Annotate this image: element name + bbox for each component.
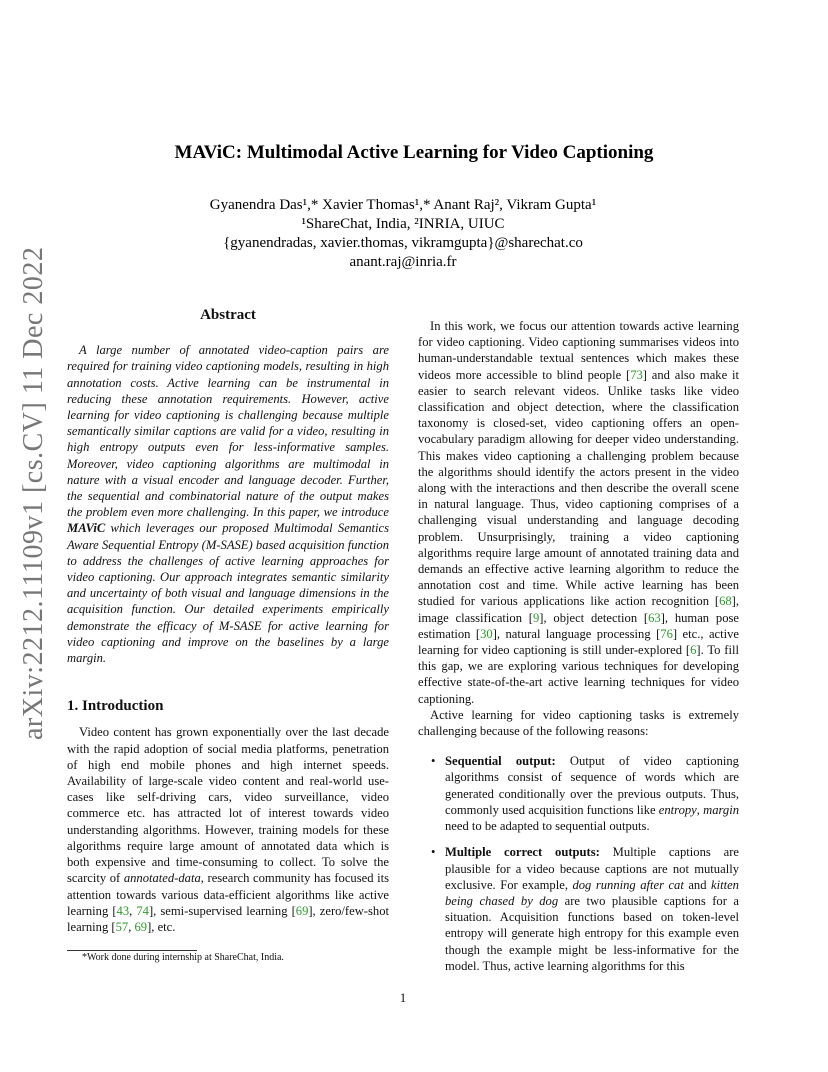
text-run: ], semi-supervised learning [ — [148, 903, 296, 918]
footnote: *Work done during internship at ShareChat, India. — [82, 952, 284, 963]
citation-link[interactable]: 74 — [136, 903, 149, 918]
method-name: MAViC — [67, 521, 106, 536]
text-run: ], zero/few-shot learning [ — [67, 903, 389, 934]
emphasis: margin — [703, 802, 740, 817]
citation-link[interactable]: 73 — [630, 367, 643, 382]
citation-link[interactable]: 63 — [648, 610, 661, 625]
text-run: and — [683, 877, 711, 892]
item-label: Sequential output: — [445, 754, 556, 769]
text-run: are two plausible captions for a situation. Acquisition functions based on token-level entropy will generate high entropy for this example even though the example might be less-informative for the model. Thus, active learning algorithms for this — [445, 893, 739, 973]
right-column — [418, 318, 739, 984]
right-paragraph-2: Active learning for video captioning tasks is extremely challenging because of the following reasons: — [418, 707, 739, 739]
citation-link[interactable]: 69 — [134, 919, 148, 934]
emphasis: entropy — [658, 802, 697, 817]
text-run: ], etc. — [147, 919, 176, 934]
arxiv-identifier: arXiv:2212.11109v1 [cs.CV] 11 Dec 2022 — [18, 246, 49, 740]
list-item — [418, 844, 739, 974]
intro-paragraph-1 — [67, 724, 389, 935]
abstract-body — [67, 342, 389, 666]
author-list: Gyanendra Das¹,* Xavier Thomas¹,* Anant Raj², Vikram Gupta¹ — [209, 197, 597, 213]
text-run: ], human pose estimation [ — [418, 610, 739, 641]
text-run: need to be adapted to sequential outputs. — [445, 819, 650, 834]
emphasis: annotated-data — [123, 871, 201, 886]
citation-link[interactable]: 6 — [690, 643, 697, 658]
text-run: , — [696, 802, 704, 817]
citation-link[interactable]: 30 — [480, 626, 493, 641]
bullet-point: • — [431, 754, 436, 769]
left-column — [67, 307, 389, 935]
text-run: ], image classification [ — [418, 594, 739, 625]
introduction-heading: 1. Introduction — [67, 698, 164, 715]
abstract-heading: Abstract — [200, 307, 256, 323]
text-run: , — [129, 903, 137, 918]
abstract-text-part-1: A large number of annotated video-caption pairs are required for training video captioning models, resulting in high annotation costs. Active learning can be instrumental in reducing these annotation requirements. However, active learning for video captioning is challenging because multiple semantically similar captions are valid for a video, resulting in high entropy outputs even for less-informative samples. Moreover, video captioning algorithms are multimodal in nature with a visual encoder and language decoder. Further, the sequential and combinatorial nature of the output makes the problem even more challenging. In this paper, we introduce — [67, 343, 389, 520]
text-run: ], object detection [ — [539, 610, 649, 625]
text-run: Video content has grown exponentially over the last decade with the rapid adoption of social media platforms, penetration of high end mobile phones and high internet speeds. Availability of large-scale video content and real-world use-cases like self-driving cars, video surveillance, video commerce etc. has attracted lot of interest towards video understanding algorithms. However, training models for these algorithms require large amount of annotated data which is both expensive and time-consuming to collect. To solve the scarcity of — [67, 725, 389, 886]
challenges-list — [418, 753, 739, 974]
citation-link[interactable]: 57 — [115, 919, 129, 934]
text-run: ], natural language processing [ — [492, 626, 661, 641]
bullet-point: • — [431, 845, 436, 860]
citation-link[interactable]: 69 — [295, 903, 309, 918]
citation-link[interactable]: 9 — [532, 610, 540, 625]
right-paragraph-1 — [418, 318, 739, 707]
abstract-text-part-2: which leverages our proposed Multimodal Semantics Aware Sequential Entropy (M-SASE) based acquisition function to address the challenges of active learning approaches for video captioning. Our approach integrates semantic similarity and uncertainty of both visual and language dimensions in the acquisition function. Our detailed experiments empirically demonstrate the efficacy of M-SASE for active learning for video captioning and improve on the baselines by a large margin. — [67, 521, 389, 666]
text-run: In this work, we focus our attention towards active learning for video captioning. Video captioning summarises videos into human-understandable textual sentences which makes these videos more accessible to blind people [ — [418, 319, 739, 382]
citation-link[interactable]: 76 — [660, 626, 673, 641]
citation-link[interactable]: 68 — [719, 594, 732, 609]
text-run: Output of video captioning algorithms consist of sequence of words which are generated conditionally over the previous outputs. Thus, commonly used acquisition functions like — [445, 754, 739, 817]
footnote-divider — [67, 950, 197, 951]
affiliations: ¹ShareChat, India, ²INRIA, UIUC — [301, 216, 505, 232]
paper-title: MAViC: Multimodal Active Learning for Video Captioning — [174, 142, 654, 163]
text-run: ]. To fill this gap, we are exploring various techniques for developing effective state-of-the-art active learning techniques for video captioning. — [418, 643, 739, 706]
text-run: ] etc., active learning for video captioning is still under-explored [ — [418, 626, 740, 658]
emphasis: kitten being chased by dog — [445, 877, 739, 908]
text-run: , research community has focused its attention towards various data-efficient algorithms like active learning [ — [67, 871, 389, 918]
emphasis: dog running after cat — [572, 877, 684, 892]
item-label: Multiple correct outputs: — [445, 845, 600, 860]
citation-link[interactable]: 43 — [116, 903, 130, 918]
list-item — [418, 753, 739, 834]
text-run: , — [128, 919, 135, 934]
page-number: 1 — [399, 990, 407, 1005]
author-emails: {gyanendradas, xavier.thomas, vikramgupta}@sharechat.co — [223, 235, 583, 251]
text-run: Multiple captions are plausible for a video because captions are not mutually exclusive. For example, — [445, 845, 739, 892]
text-run: ] and also make it easier to search relevant videos. Unlike tasks like video classification and object detection, where the classification taxonomy is closed-set, video captioning offers an open-vocabulary paradigm allowing for deeper video understanding. This makes video captioning a challenging problem because the algorithms should identify the actors present in the video along with the interactions and then describe the overall scene in natural language. Thus, video captioning comprises of a challenging visual understanding and language decoding problem. Unsurprisingly, training a video captioning algorithms require large amount of annotated training data and demands an effective active learning algorithm to reduce the annotation cost and time. While active learning has been studied for various applications like action recognition [ — [418, 367, 740, 609]
author-email-secondary: anant.raj@inria.fr — [349, 254, 457, 270]
